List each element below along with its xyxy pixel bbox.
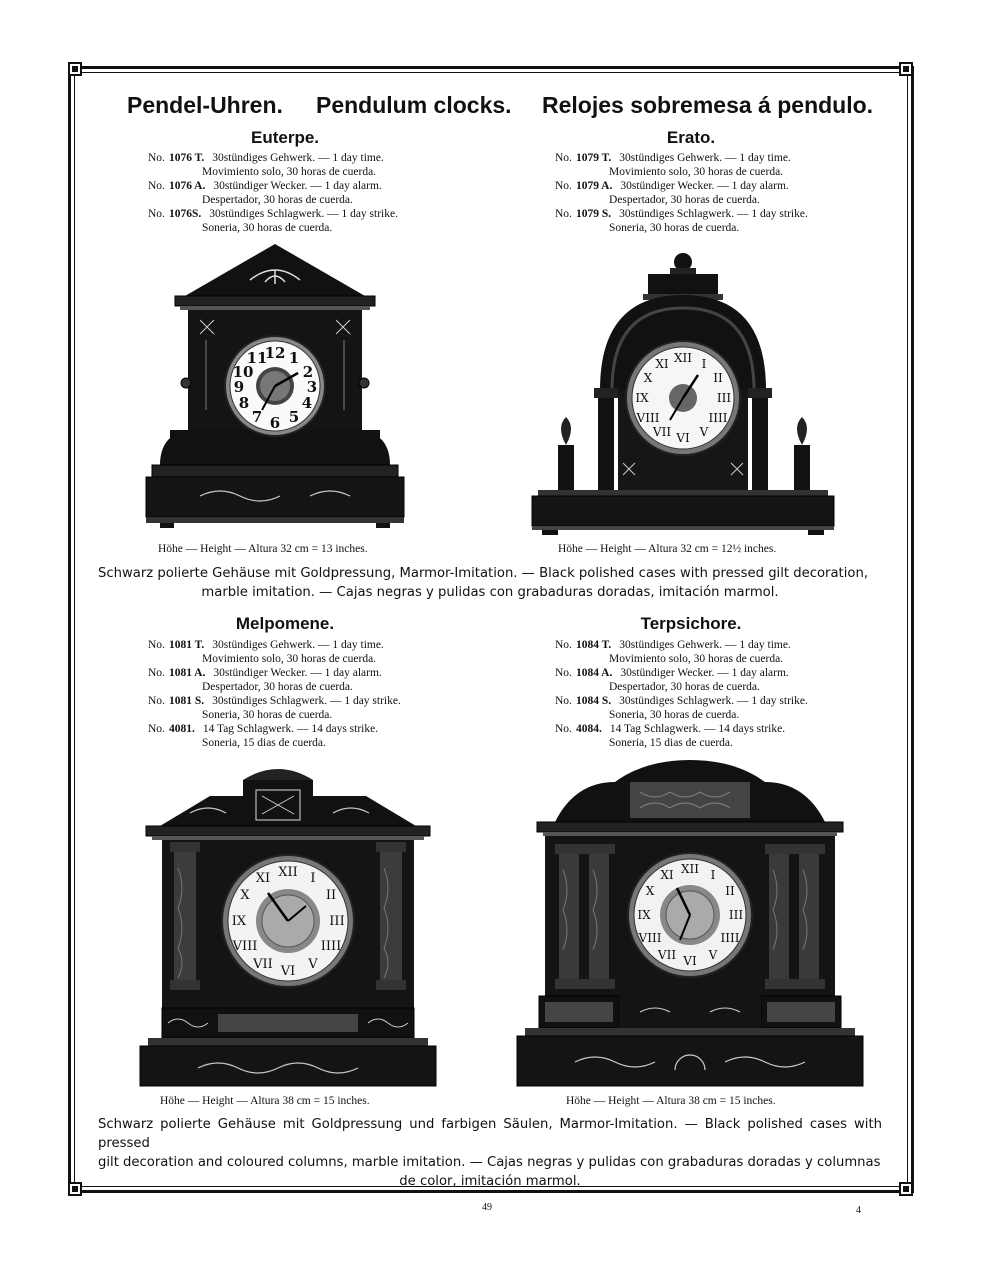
- spec-text: 30stündiges Schlagwerk. — 1 day strike.: [212, 695, 401, 707]
- title-spanish: Relojes sobremesa á pendulo.: [542, 92, 874, 118]
- spec-text: 30stündiges Gehwerk. — 1 day time.: [212, 152, 384, 164]
- spec-entry: [148, 151, 398, 179]
- spec-entry: [148, 207, 398, 235]
- description-line: gilt decoration and coloured columns, marble imitation. — Cajas negras y pulidas con grabaduras doradas y columnas: [98, 1155, 881, 1170]
- dial-numeral: III: [716, 391, 732, 405]
- spec-sub: Movimiento solo, 30 horas de cuerda.: [609, 653, 784, 665]
- model-code: 1076S.: [168, 208, 202, 220]
- dial-numeral: IIII: [320, 939, 342, 954]
- dial-numeral: VII: [253, 957, 273, 972]
- spec-list-euterpe: [148, 151, 398, 235]
- model-code: 1076 A.: [168, 180, 206, 192]
- spec-entry: [555, 722, 808, 750]
- model-code: 4084.: [575, 723, 602, 735]
- spec-prefix: No.: [555, 723, 572, 735]
- spec-text: 30stündiger Wecker. — 1 day alarm.: [620, 180, 789, 192]
- spec-text: 30stündiger Wecker. — 1 day alarm.: [213, 667, 382, 679]
- euterpe-clock-illustration: [140, 240, 410, 540]
- dial-numeral: III: [329, 914, 345, 929]
- spec-prefix: No.: [148, 180, 165, 192]
- spec-text: 14 Tag Schlagwerk. — 14 days strike.: [609, 723, 786, 735]
- dial-numeral: I: [701, 357, 707, 371]
- dial-numeral: X: [643, 371, 653, 385]
- spec-sub: Movimiento solo, 30 horas de cuerda.: [202, 166, 377, 178]
- spec-entry: [555, 207, 808, 235]
- spec-sub: Soneria, 30 horas de cuerda.: [609, 709, 740, 721]
- description-line: marble imitation. — Cajas negras y pulidas con grabaduras doradas, imitación marmol.: [201, 585, 779, 600]
- dial-numeral: XI: [255, 871, 271, 886]
- spec-entry: [555, 638, 808, 666]
- description-line: Schwarz polierte Gehäuse mit Goldpressung und farbigen Säulen, Marmor-Imitation. — Black polished cases with pressed: [98, 1117, 882, 1151]
- dial-numeral: I: [710, 868, 716, 882]
- spec-sub: Soneria, 30 horas de cuerda.: [202, 222, 333, 234]
- model-code: 1084 S.: [575, 695, 612, 707]
- spec-sub: Soneria, 30 horas de cuerda.: [202, 709, 333, 721]
- dial-numeral: X: [240, 888, 250, 903]
- dial-numeral: V: [308, 957, 318, 972]
- description-line: Schwarz polierte Gehäuse mit Goldpressung, Marmor-Imitation. — Black polished cases with pressed gilt decoration,: [98, 566, 869, 581]
- dial-numeral: II: [713, 371, 723, 385]
- spec-entry: [148, 666, 401, 694]
- height-caption-melpomene: Höhe — Height — Altura 38 cm = 15 inches.: [160, 1095, 370, 1107]
- spec-text: 30stündiges Gehwerk. — 1 day time.: [619, 639, 791, 651]
- spec-entry: [148, 179, 398, 207]
- dial-numeral: 1: [288, 349, 300, 367]
- height-caption-erato: Höhe — Height — Altura 32 cm = 12½ inches.: [558, 543, 777, 555]
- spec-entry: [555, 666, 808, 694]
- dial-numeral: X: [645, 884, 655, 898]
- spec-entry: [148, 722, 401, 750]
- spec-prefix: No.: [555, 180, 572, 192]
- model-code: 1084 T.: [575, 639, 612, 651]
- dial-numeral: 3: [306, 378, 318, 396]
- spec-text: 30stündiges Gehwerk. — 1 day time.: [212, 639, 384, 651]
- spec-text: 30stündiges Schlagwerk. — 1 day strike.: [619, 695, 808, 707]
- spec-text: 30stündiger Wecker. — 1 day alarm.: [620, 667, 789, 679]
- dial-numeral: 11: [246, 349, 268, 367]
- spec-text: 30stündiges Schlagwerk. — 1 day strike.: [209, 208, 398, 220]
- melpomene-clock-illustration: [138, 758, 438, 1090]
- dial-numeral: XII: [673, 351, 693, 365]
- height-caption-euterpe: Höhe — Height — Altura 32 cm = 13 inches.: [158, 543, 368, 555]
- spec-sub: Soneria, 15 dias de cuerda.: [202, 737, 326, 749]
- spec-entry: [555, 694, 808, 722]
- dial-numeral: 2: [302, 363, 314, 381]
- dial-numeral: 4: [301, 394, 313, 412]
- spec-sub: Movimiento solo, 30 horas de cuerda.: [202, 653, 377, 665]
- spec-sub: Despertador, 30 horas de cuerda.: [202, 194, 353, 206]
- dial-numeral: II: [725, 884, 735, 898]
- model-code: 1079 T.: [575, 152, 612, 164]
- dial-numeral: I: [310, 871, 316, 886]
- model-code: 1079 S.: [575, 208, 612, 220]
- dial-numeral: VIII: [232, 939, 258, 954]
- spec-entry: [555, 151, 808, 179]
- title-english: Pendulum clocks.: [316, 92, 512, 118]
- model-code: 1081 A.: [168, 667, 206, 679]
- model-name-erato: Erato.: [666, 128, 716, 147]
- spec-sub: Despertador, 30 horas de cuerda.: [609, 194, 760, 206]
- model-name-euterpe: Euterpe.: [250, 128, 320, 147]
- spec-prefix: No.: [555, 208, 572, 220]
- dial-numeral: XI: [660, 868, 674, 882]
- spec-sub: Movimiento solo, 30 horas de cuerda.: [609, 166, 784, 178]
- dial-numeral: VI: [683, 954, 697, 968]
- spec-prefix: No.: [148, 639, 165, 651]
- description-line: de color, imitación marmol.: [399, 1174, 581, 1189]
- description-bottom: [98, 1115, 882, 1191]
- dial-numeral: XII: [278, 865, 298, 880]
- dial-numeral: 10: [232, 363, 254, 381]
- dial-numeral: V: [699, 425, 709, 439]
- sheet-number: 4: [856, 1205, 861, 1216]
- dial-numeral: XII: [680, 862, 700, 876]
- spec-prefix: No.: [148, 695, 165, 707]
- spec-text: 30stündiges Schlagwerk. — 1 day strike.: [619, 208, 808, 220]
- spec-sub: Despertador, 30 horas de cuerda.: [609, 681, 760, 693]
- dial-numeral: IX: [231, 914, 247, 929]
- model-code: 1081 S.: [168, 695, 205, 707]
- dial-numeral: 5: [288, 408, 300, 426]
- spec-prefix: No.: [555, 695, 572, 707]
- dial-numeral: VIII: [638, 931, 662, 945]
- dial-numeral: IIII: [708, 411, 728, 425]
- spec-prefix: No.: [148, 667, 165, 679]
- dial-numeral: IX: [637, 908, 651, 922]
- spec-prefix: No.: [148, 723, 165, 735]
- dial-numeral: V: [708, 948, 718, 962]
- spec-list-terpsichore: [555, 638, 808, 750]
- spec-prefix: No.: [555, 639, 572, 651]
- title-german: Pendel-Uhren.: [127, 92, 283, 118]
- description-top: [98, 564, 882, 602]
- spec-prefix: No.: [555, 667, 572, 679]
- dial-numeral: VII: [652, 425, 672, 439]
- model-code: 1076 T.: [168, 152, 205, 164]
- dial-numeral: 6: [269, 414, 281, 432]
- model-code: 1079 A.: [575, 180, 613, 192]
- model-code: 1081 T.: [168, 639, 205, 651]
- dial-numeral: 8: [238, 394, 250, 412]
- spec-list-melpomene: [148, 638, 401, 750]
- spec-text: 30stündiges Gehwerk. — 1 day time.: [619, 152, 791, 164]
- page-number: 49: [482, 1202, 492, 1213]
- model-code: 4081.: [168, 723, 195, 735]
- spec-prefix: No.: [555, 152, 572, 164]
- spec-entry: [148, 694, 401, 722]
- dial-numeral: VIII: [636, 411, 660, 425]
- dial-numeral: II: [325, 888, 337, 903]
- dial-numeral: 12: [264, 344, 286, 362]
- spec-sub: Despertador, 30 horas de cuerda.: [202, 681, 353, 693]
- model-name-terpsichore: Terpsichore.: [640, 614, 742, 633]
- dial-numeral: 9: [233, 378, 245, 396]
- spec-text: 30stündiger Wecker. — 1 day alarm.: [213, 180, 382, 192]
- terpsichore-clock-illustration: [515, 760, 865, 1090]
- spec-sub: Soneria, 15 dias de cuerda.: [609, 737, 733, 749]
- dial-numeral: IIII: [720, 931, 740, 945]
- model-name-melpomene: Melpomene.: [235, 614, 335, 633]
- spec-prefix: No.: [148, 208, 165, 220]
- spec-entry: [148, 638, 401, 666]
- spec-text: 14 Tag Schlagwerk. — 14 days strike.: [202, 723, 379, 735]
- erato-clock-illustration: [528, 250, 848, 540]
- dial-numeral: IX: [635, 391, 649, 405]
- dial-numeral: III: [728, 908, 744, 922]
- dial-numeral: VI: [280, 964, 296, 979]
- spec-list-erato: [555, 151, 808, 235]
- spec-entry: [555, 179, 808, 207]
- dial-numeral: XI: [655, 357, 669, 371]
- dial-numeral: VII: [657, 948, 677, 962]
- dial-numeral: VI: [676, 431, 690, 445]
- dial-numeral: 7: [251, 408, 263, 426]
- height-caption-terpsichore: Höhe — Height — Altura 38 cm = 15 inches.: [566, 1095, 776, 1107]
- spec-prefix: No.: [148, 152, 165, 164]
- model-code: 1084 A.: [575, 667, 613, 679]
- spec-sub: Soneria, 30 horas de cuerda.: [609, 222, 740, 234]
